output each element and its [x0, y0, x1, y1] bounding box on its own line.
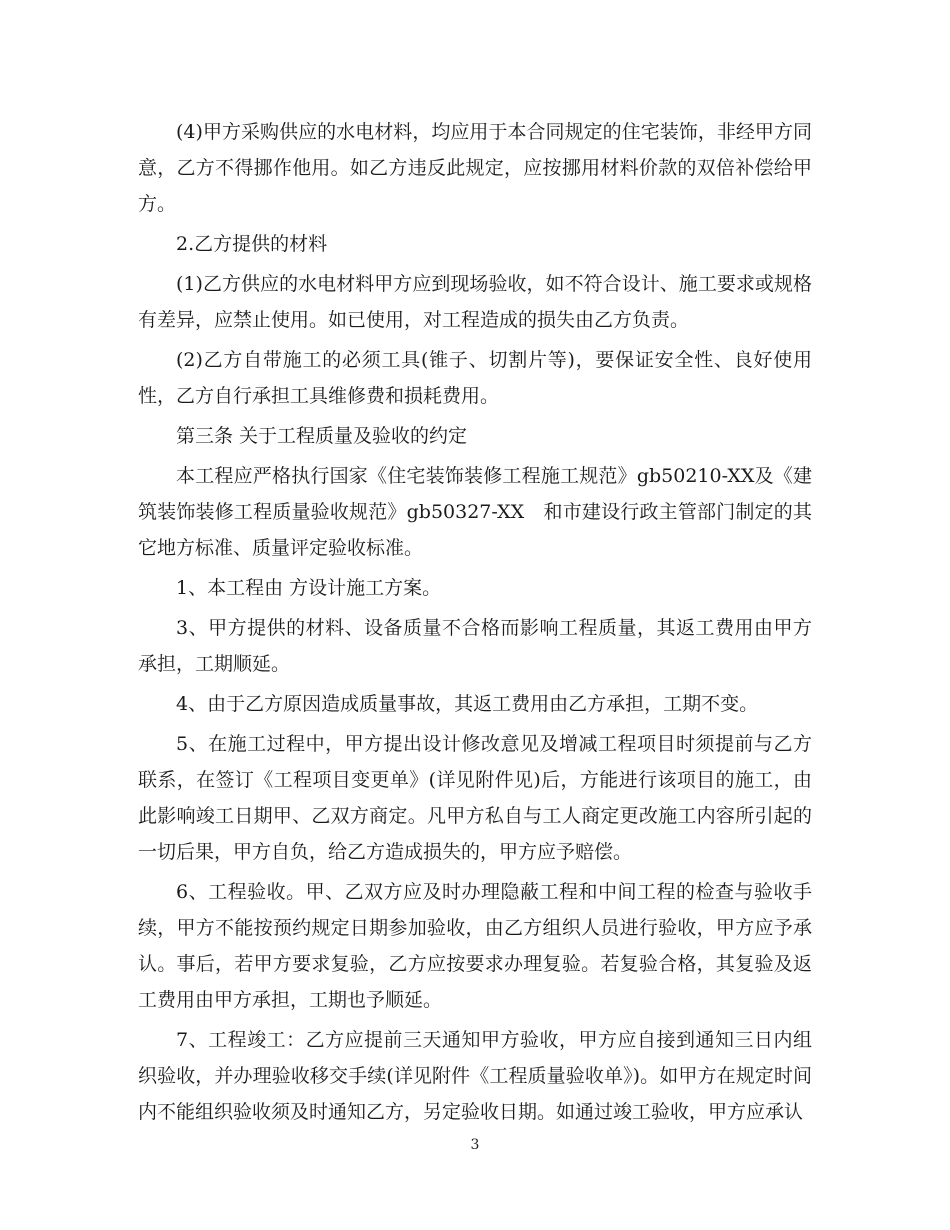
paragraph-clause-5: 5、在施工过程中，甲方提出设计修改意见及增减工程项目时须提前与乙方联系，在签订《工程项目变更单》(详见附件见)后，方能进行该项目的施工，由此影响竣工日期甲、乙双方商定。凡甲方私自与工人商定更改施工内容所引起的一切后果，甲方自负，给乙方造成损失的，甲方应予赔偿。: [138, 733, 812, 863]
heading-contractor-materials: 2.乙方提供的材料: [176, 233, 328, 255]
paragraph-contractor-material-1: (1)乙方供应的水电材料甲方应到现场验收，如不符合设计、施工要求或规格有差异，应禁止使用。如已使用，对工程造成的损失由乙方负责。: [138, 273, 812, 331]
paragraph-clause-4: 4、由于乙方原因造成质量事故，其返工费用由乙方承担，工期不变。: [176, 693, 759, 715]
document-body: [138, 114, 812, 1134]
paragraph-clause-7: 7、工程竣工：乙方应提前三天通知甲方验收，甲方应自接到通知三日内组织验收，并办理验收移交手续(详见附件《工程质量验收单》)。如甲方在规定时间内不能组织验收须及时通知乙方，另定验收日期。如通过竣工验收，甲方应承认: [138, 1029, 812, 1123]
paragraph-standards: 本工程应严格执行国家《住宅装饰装修工程施工规范》gb50210-XX及《建筑装饰装修工程质量验收规范》gb50327-XX 和市建设行政主管部门制定的其它地方标准、质量评定验收标准。: [138, 465, 812, 559]
paragraph-clause-3: 3、甲方提供的材料、设备质量不合格而影响工程质量，其返工费用由甲方承担，工期顺延。: [138, 617, 812, 675]
paragraph-clause-1: 1、本工程由 方设计施工方案。: [176, 577, 442, 599]
paragraph-material-4: (4)甲方采购供应的水电材料，均应用于本合同规定的住宅装饰，非经甲方同意，乙方不得挪作他用。如乙方违反此规定，应按挪用材料价款的双倍补偿给甲方。: [138, 121, 812, 215]
paragraph-clause-6: 6、工程验收。甲、乙双方应及时办理隐蔽工程和中间工程的检查与验收手续，甲方不能按预约规定日期参加验收，由乙方组织人员进行验收，甲方应予承认。事后，若甲方要求复验，乙方应按要求办理复验。若复验合格，其复验及返工费用由甲方承担，工期也予顺延。: [138, 881, 812, 1011]
heading-article-3: 第三条 关于工程质量及验收的约定: [176, 425, 468, 447]
paragraph-contractor-material-2: (2)乙方自带施工的必须工具(锥子、切割片等)，要保证安全性、良好使用性，乙方自行承担工具维修费和损耗费用。: [138, 349, 812, 407]
page-number: 3: [470, 1137, 480, 1153]
